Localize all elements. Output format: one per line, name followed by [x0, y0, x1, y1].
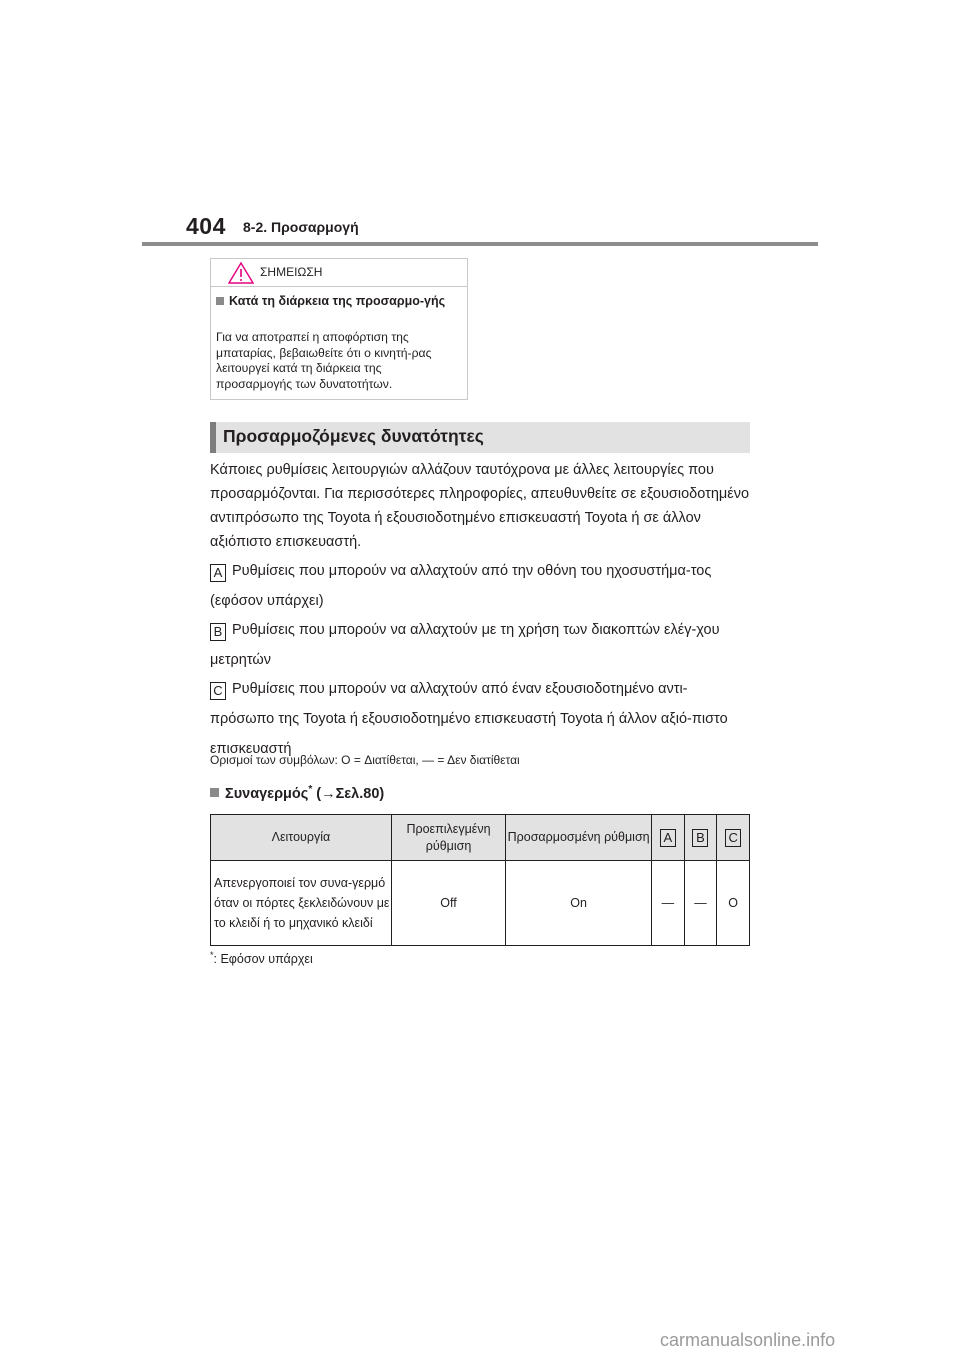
notice-title: ΣΗΜΕΙΩΣΗ — [260, 265, 323, 279]
key-c-badge: C — [210, 682, 226, 700]
alarm-asterisk: * — [308, 784, 313, 795]
warning-triangle-icon — [228, 262, 254, 284]
table-row — [211, 861, 750, 946]
col-c-badge: C — [725, 829, 741, 847]
col-b-badge: B — [692, 829, 708, 847]
col-default: Προεπιλεγμένη ρύθμιση — [391, 815, 505, 861]
cell-b: — — [684, 861, 717, 946]
footnote-text: : Εφόσον υπάρχει — [213, 952, 313, 967]
header-divider — [142, 242, 818, 246]
cell-custom: On — [506, 861, 652, 946]
intro-paragraph: Κάποιες ρυθμίσεις λειτουργιών αλλάζουν ταυτόχρονα με άλλες λειτουργίες που προσαρμόζονται. Για περισσότερες πληροφορίες, απευθυνθείτε σε εξουσιοδοτημένο αντιπρόσωπο της Toyota ή εξουσιοδοτημένο επισκευαστή Toyota ή σε άλλον αξιόπιστο επισκευαστή. — [210, 462, 750, 550]
cell-a: — — [652, 861, 685, 946]
key-c-text: Ρυθμίσεις που μπορούν να αλλαχτούν από έναν εξουσιοδοτημένο αντι-πρόσωπο της Toyota ή εξουσιοδοτημένο επισκευαστή Toyota ή άλλον αξιό-πιστο επισκευαστή — [210, 681, 728, 757]
notice-box — [210, 258, 468, 400]
key-c-description — [210, 674, 750, 764]
table-header-row — [211, 815, 750, 861]
col-a-badge: A — [660, 829, 676, 847]
section-heading-bar — [210, 422, 750, 453]
settings-table — [210, 814, 750, 946]
page-number: 404 — [186, 213, 226, 239]
col-function: Λειτουργία — [211, 815, 392, 861]
notice-subheading — [216, 294, 461, 309]
section-heading: Προσαρμοζόμενες δυνατότητες — [223, 426, 484, 446]
notice-body: Για να αποτραπεί η αποφόρτιση της μπαταρίας, βεβαιωθείτε ότι ο κινητή-ρας λειτουργεί κατά τη διάρκεια της προσαρμογής των δυνατοτήτων. — [216, 330, 432, 391]
cell-function: Απενεργοποιεί τον συνα-γερμό όταν οι πόρτες ξεκλειδώνουν με το κλειδί ή το μηχανικό κλειδί — [211, 861, 392, 946]
key-b-description — [210, 615, 750, 675]
symbol-legend: Ορισμοί των συμβόλων: O = Διατίθεται, — = Δεν διατίθεται — [210, 753, 520, 767]
alarm-page-ref[interactable]: (→Σελ.80) — [316, 785, 385, 802]
key-a-description — [210, 556, 750, 616]
notice-divider — [211, 286, 467, 287]
section-title: 8-2. Προσαρμογή — [243, 219, 359, 235]
watermark: carmanualsonline.info — [660, 1330, 836, 1350]
alarm-title: Συναγερμός — [225, 785, 309, 802]
footnote-mark: * — [210, 950, 214, 960]
square-bullet-icon — [210, 788, 219, 797]
key-a-badge: A — [210, 564, 226, 582]
col-b — [684, 815, 717, 861]
cell-default: Off — [391, 861, 505, 946]
key-b-badge: B — [210, 623, 226, 641]
col-a — [652, 815, 685, 861]
footnote — [210, 950, 313, 966]
col-custom: Προσαρμοσμένη ρύθμιση — [506, 815, 652, 861]
notice-header — [211, 259, 467, 285]
square-bullet-icon — [216, 297, 224, 305]
alarm-heading — [210, 784, 384, 802]
notice-subheading-text: Κατά τη διάρκεια της προσαρμο-γής — [229, 294, 446, 308]
key-a-text: Ρυθμίσεις που μπορούν να αλλαχτούν από την οθόνη του ηχοσυστήμα-τος (εφόσον υπάρχει) — [210, 563, 712, 609]
cell-c: O — [717, 861, 750, 946]
col-c — [717, 815, 750, 861]
heading-accent — [210, 422, 216, 453]
key-b-text: Ρυθμίσεις που μπορούν να αλλαχτούν με τη χρήση των διακοπτών ελέγ-χου μετρητών — [210, 622, 720, 668]
